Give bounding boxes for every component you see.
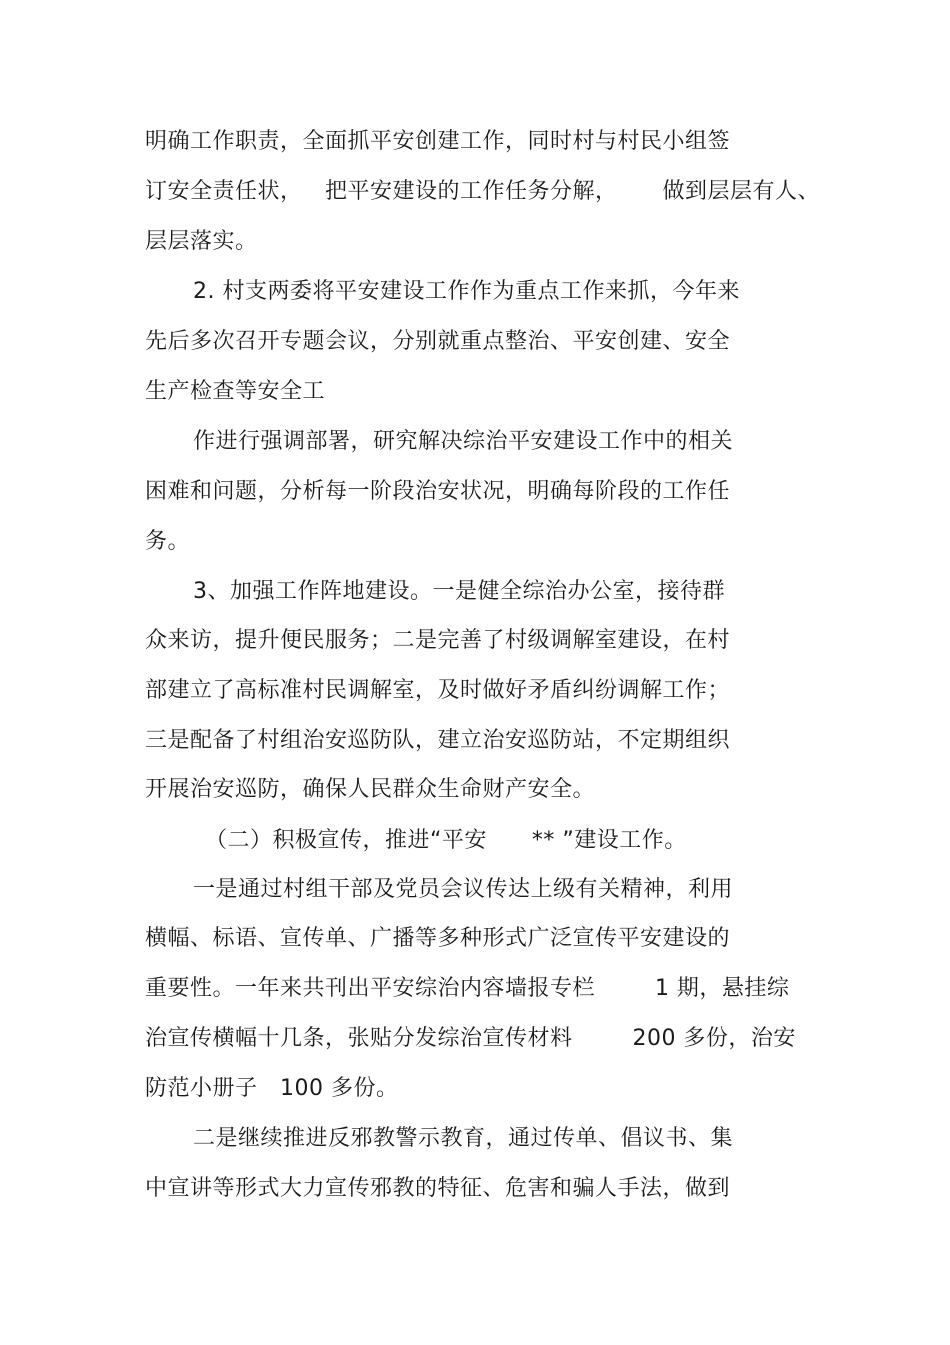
text-line: 订安全责任状， 把平安建设的工作任务分解， 做到层层有人、 xyxy=(145,179,820,204)
paragraph-start-line: 二是继续推进反邪教警示教育，通过传单、倡议书、集 xyxy=(193,1126,734,1151)
text-line: 明确工作职责，全面抓平安创建工作，同时村与村民小组签 xyxy=(145,129,731,154)
section-heading: （二）积极宣传，推进“平安 ** ”建设工作。 xyxy=(205,828,687,853)
text-line: 困难和问题，分析每一阶段治安状况，明确每阶段的工作任 xyxy=(145,479,731,504)
text-line: 三是配备了村组治安巡防队，建立治安巡防站，不定期组织 xyxy=(145,728,731,753)
text-line: 务。 xyxy=(145,529,191,554)
text-line: 防范小册子 100 多份。 xyxy=(145,1076,399,1101)
text-line: 层层落实。 xyxy=(145,229,258,254)
paragraph-start-line: 2. 村支两委将平安建设工作作为重点工作来抓，今年来 xyxy=(193,279,740,304)
text-line: 中宣讲等形式大力宣传邪教的特征、危害和骗人手法，做到 xyxy=(145,1176,731,1201)
paragraph-start-line: 3、加强工作阵地建设。一是健全综治办公室，接待群 xyxy=(193,579,725,604)
text-line: 横幅、标语、宣传单、广播等多种形式广泛宣传平安建设的 xyxy=(145,926,731,951)
text-line: 治宣传横幅十几条，张贴分发综治宣传材料 200 多份，治安 xyxy=(145,1026,796,1051)
paragraph-start-line: 作进行强调部署，研究解决综治平安建设工作中的相关 xyxy=(193,429,734,454)
text-line: 部建立了高标准村民调解室，及时做好矛盾纠纷调解工作； xyxy=(145,678,731,703)
text-line: 先后多次召开专题会议，分别就重点整治、平安创建、安全 xyxy=(145,329,731,354)
text-line: 重要性。一年来共刊出平安综治内容墙报专栏 1 期，悬挂综 xyxy=(145,976,790,1001)
text-line: 开展治安巡防，确保人民群众生命财产安全。 xyxy=(145,777,596,802)
paragraph-start-line: 一是通过村组干部及党员会议传达上级有关精神，利用 xyxy=(193,877,734,902)
text-line: 众来访，提升便民服务；二是完善了村级调解室建设，在村 xyxy=(145,628,731,653)
text-line: 生产检查等安全工 xyxy=(145,379,326,404)
